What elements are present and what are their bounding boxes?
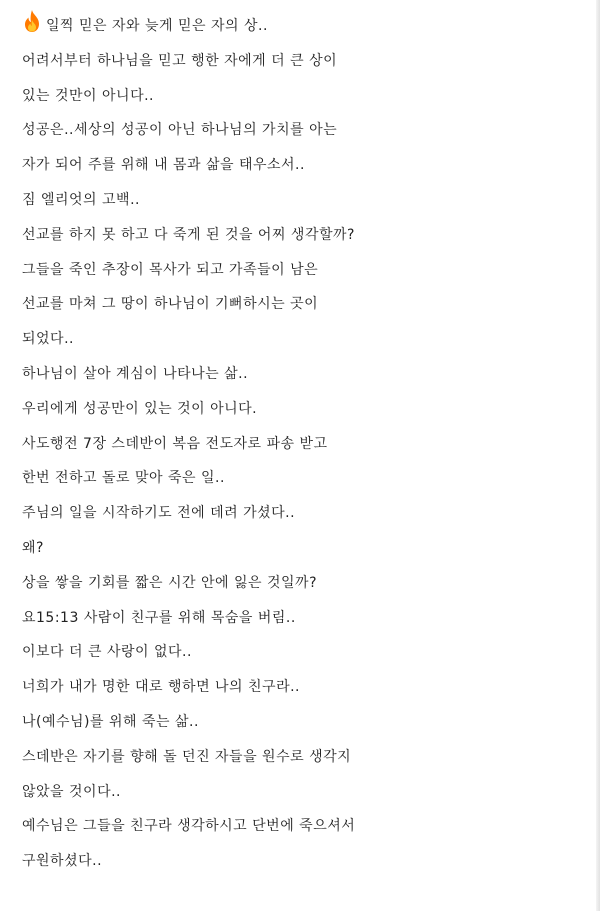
memo-line: 성공은..세상의 성공이 아닌 하나님의 가치를 아는 xyxy=(22,122,338,139)
memo-line: 선교를 마쳐 그 땅이 하나님이 기뻐하시는 곳이 xyxy=(22,296,319,313)
memo-line xyxy=(22,9,592,44)
memo-line: 나(예수님)를 위해 죽는 삶.. xyxy=(22,713,199,730)
memo-text-body xyxy=(22,9,592,879)
memo-line: 않았을 것이다.. xyxy=(22,783,121,800)
memo-line: 있는 것만이 아니다.. xyxy=(22,87,154,104)
memo-line: 예수님은 그들을 친구라 생각하시고 단번에 죽으셔서 xyxy=(22,818,356,835)
memo-line: 하나님이 살아 계심이 나타나는 삶.. xyxy=(22,365,249,382)
memo-line: 우리에게 성공만이 있는 것이 아니다. xyxy=(22,400,258,417)
memo-line: 자가 되어 주를 위해 내 몸과 삶을 태우소서.. xyxy=(22,157,305,174)
memo-line: 한번 전하고 돌로 맞아 죽은 일.. xyxy=(22,470,225,487)
page-edge-shadow xyxy=(596,0,600,911)
memo-line: 되었다.. xyxy=(22,331,74,348)
memo-line: 어려서부터 하나님을 믿고 행한 자에게 더 큰 상이 xyxy=(22,52,338,69)
memo-line: 스데반은 자기를 향해 돌 던진 자들을 원수로 생각지 xyxy=(22,748,352,765)
memo-line: 그들을 죽인 추장이 목사가 되고 가족들이 남은 xyxy=(22,261,319,278)
memo-line: 왜? xyxy=(22,539,44,556)
memo-line: 상을 쌓을 기회를 짧은 시간 안에 잃은 것일까? xyxy=(22,574,318,591)
memo-line: 요15:13 사람이 친구를 위해 목숨을 버림.. xyxy=(22,609,296,626)
fire-icon xyxy=(22,9,42,47)
memo-line: 너희가 내가 명한 대로 행하면 나의 친구라.. xyxy=(22,679,301,696)
memo-line-text: 일찍 믿은 자와 늦게 믿은 자의 상.. xyxy=(46,18,268,34)
memo-line: 선교를 하지 못 하고 다 죽게 된 것을 어찌 생각할까? xyxy=(22,226,355,243)
memo-line: 구원하셨다.. xyxy=(22,853,103,870)
memo-line: 사도행전 7장 스데반이 복음 전도자로 파송 받고 xyxy=(22,435,328,452)
memo-line: 이보다 더 큰 사랑이 없다.. xyxy=(22,644,192,661)
memo-line: 주님의 일을 시작하기도 전에 데려 가셨다.. xyxy=(22,505,296,522)
memo-line: 짐 엘리엇의 고백.. xyxy=(22,191,140,208)
